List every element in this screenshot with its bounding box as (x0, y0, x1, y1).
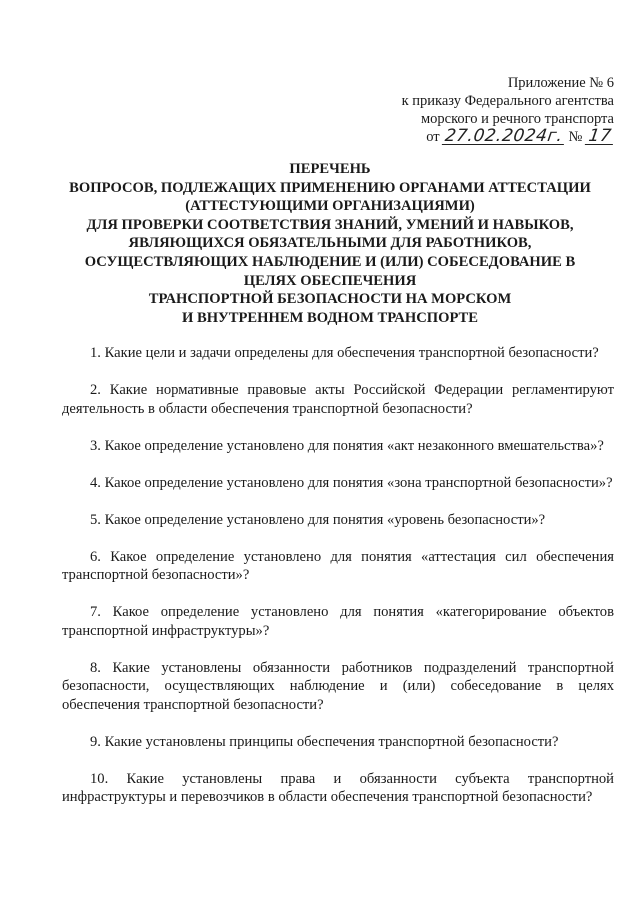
appendix-agency: морского и речного транспорта (420, 111, 614, 127)
question-item: 6. Какое определение установлено для понятия «аттестация сил обеспечения транспортной безопасности»? (62, 548, 614, 584)
number-prefix: № (568, 129, 583, 145)
heading-line-2: ВОПРОСОВ, ПОДЛЕЖАЩИХ ПРИМЕНЕНИЮ ОРГАНАМИ АТТЕСТАЦИИ (69, 179, 591, 196)
handwritten-number: 17 (585, 128, 615, 145)
appendix-block (354, 74, 614, 146)
handwritten-date: 27.02.2024г. (443, 126, 565, 146)
heading-line-9: И ВНУТРЕННЕМ ВОДНОМ ТРАНСПОРТЕ (181, 309, 479, 326)
date-prefix: от (426, 129, 440, 145)
appendix-order-ref: к приказу Федерального агентства (401, 93, 614, 109)
heading-line-3: (АТТЕСТУЮЩИМИ ОРГАНИЗАЦИЯМИ) (185, 198, 475, 215)
heading-line-4: ДЛЯ ПРОВЕРКИ СООТВЕТСТВИЯ ЗНАНИЙ, УМЕНИЙ И НАВЫКОВ, (86, 216, 574, 233)
heading-line-1: ПЕРЕЧЕНЬ (289, 161, 371, 177)
question-item: 9. Какие установлены принципы обеспечения транспортной безопасности? (90, 733, 559, 750)
heading-line-8: ТРАНСПОРТНОЙ БЕЗОПАСНОСТИ НА МОРСКОМ (148, 291, 512, 308)
document-heading (40, 160, 620, 327)
question-item: 2. Какие нормативные правовые акты Российской Федерации регламентируют деятельность в области обеспечения транспортной безопасности? (62, 381, 614, 417)
question-item: 8. Какие установлены обязанности работников подразделений транспортной безопасности, осуществляющих наблюдение и (или) собеседование в целях обеспечения транспортной безопасности? (62, 659, 614, 713)
questions-list (62, 344, 614, 825)
question-item: 4. Какое определение установлено для понятия «зона транспортной безопасности»? (90, 474, 613, 491)
question-item: 10. Какие установлены права и обязанности субъекта транспортной инфраструктуры и перевозчиков в области обеспечения транспортной безопасности? (62, 770, 614, 806)
heading-line-7: ЦЕЛЯХ ОБЕСПЕЧЕНИЯ (243, 272, 417, 289)
appendix-number: Приложение № 6 (507, 75, 614, 91)
appendix-date-line (354, 128, 614, 146)
heading-line-6: ОСУЩЕСТВЛЯЮЩИХ НАБЛЮДЕНИЕ И (ИЛИ) СОБЕСЕДОВАНИЕ В (84, 253, 576, 270)
question-item: 5. Какое определение установлено для понятия «уровень безопасности»? (90, 511, 546, 528)
question-item: 1. Какие цели и задачи определены для обеспечения транспортной безопасности? (90, 345, 599, 361)
heading-line-5: ЯВЛЯЮЩИХСЯ ОБЯЗАТЕЛЬНЫМИ ДЛЯ РАБОТНИКОВ, (128, 235, 532, 252)
question-item: 7. Какое определение установлено для понятия «категорирование объектов транспортной инфраструктуры»? (62, 604, 614, 639)
question-item: 3. Какое определение установлено для понятия «акт незаконного вмешательства»? (90, 437, 604, 454)
